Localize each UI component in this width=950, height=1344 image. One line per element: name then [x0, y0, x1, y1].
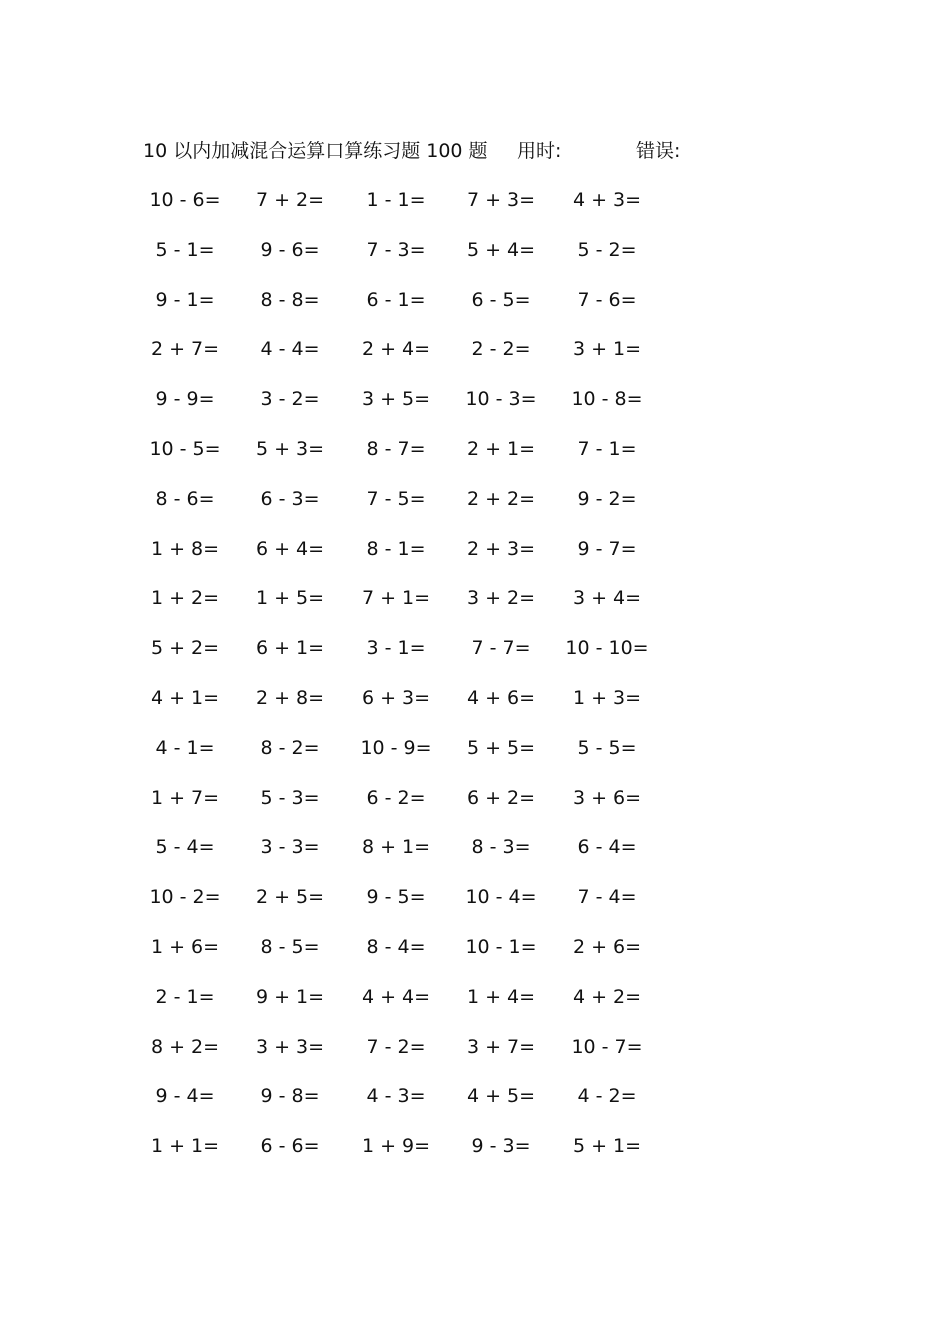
problem-row: [0, 1080, 950, 1130]
problem-row: [0, 831, 950, 881]
problem-row: [0, 1130, 950, 1180]
problem-row: [0, 632, 950, 682]
problem-item: 10 - 10=: [565, 637, 649, 660]
problem-item: 10 - 9=: [360, 736, 432, 759]
problem-item: 1 - 1=: [366, 189, 426, 211]
problem-item: 6 + 2=: [466, 786, 536, 809]
problem-item: 10 - 6=: [149, 189, 221, 211]
problem-item: 3 + 7=: [466, 1035, 536, 1058]
problem-item: 7 - 4=: [577, 886, 637, 909]
problem-row: [0, 1031, 950, 1081]
problem-item: 3 - 2=: [260, 388, 320, 411]
problem-item: 2 + 3=: [466, 537, 536, 560]
problem-item: 5 + 2=: [150, 637, 220, 660]
problem-row: [0, 433, 950, 483]
problem-item: 3 + 6=: [572, 786, 642, 809]
problem-item: 9 - 6=: [260, 238, 320, 261]
problem-row: [0, 483, 950, 533]
problem-item: 8 + 1=: [361, 836, 431, 859]
problem-item: 6 + 3=: [361, 686, 431, 709]
problem-item: 3 + 2=: [466, 587, 536, 610]
problem-item: 7 + 1=: [361, 587, 431, 610]
problem-item: 1 + 3=: [572, 686, 642, 709]
problem-item: 7 - 5=: [366, 487, 426, 510]
problem-row: [0, 981, 950, 1031]
problem-item: 9 - 7=: [577, 537, 637, 560]
problem-item: 4 + 5=: [466, 1085, 536, 1108]
problem-item: 5 - 2=: [577, 238, 637, 261]
problem-item: 10 - 3=: [465, 388, 537, 411]
problem-item: 2 + 8=: [255, 686, 325, 709]
problem-row: [0, 782, 950, 832]
problem-row: [0, 234, 950, 284]
problem-row: [0, 582, 950, 632]
problem-item: 7 - 6=: [577, 288, 637, 311]
problem-item: 8 - 6=: [155, 487, 215, 510]
problem-item: 1 + 2=: [150, 587, 220, 610]
problem-row: [0, 533, 950, 583]
problem-row: [0, 931, 950, 981]
problem-item: 4 - 1=: [155, 736, 215, 759]
problem-item: 4 + 6=: [466, 686, 536, 709]
problem-row: [0, 881, 950, 931]
problem-item: 8 - 4=: [366, 935, 426, 958]
problem-item: 1 + 8=: [150, 537, 220, 560]
problem-item: 6 + 1=: [255, 637, 325, 660]
problem-item: 5 - 1=: [155, 238, 215, 261]
problem-item: 8 - 2=: [260, 736, 320, 759]
problem-item: 2 + 7=: [150, 338, 220, 361]
problem-item: 10 - 5=: [149, 437, 221, 460]
problem-item: 8 - 3=: [471, 836, 531, 859]
problem-item: 9 - 9=: [155, 388, 215, 411]
problem-item: 4 + 1=: [150, 686, 220, 709]
problem-row: [0, 732, 950, 782]
problem-item: 10 - 8=: [571, 388, 643, 411]
problem-item: 6 - 4=: [577, 836, 637, 859]
problem-item: 2 + 6=: [572, 935, 642, 958]
problem-item: 8 + 2=: [150, 1035, 220, 1058]
problem-item: 2 + 1=: [466, 437, 536, 460]
problem-item: 8 - 8=: [260, 288, 320, 311]
problem-item: 4 + 3=: [572, 189, 642, 211]
problem-item: 6 - 2=: [366, 786, 426, 809]
problem-row: [0, 284, 950, 334]
problem-item: 5 + 4=: [466, 238, 536, 261]
problem-item: 9 - 4=: [155, 1085, 215, 1108]
problem-row: [0, 184, 950, 234]
problem-grid: [0, 184, 950, 1180]
problem-item: 5 - 4=: [155, 836, 215, 859]
problem-item: 1 + 1=: [150, 1135, 220, 1158]
problem-item: 10 - 4=: [465, 886, 537, 909]
problem-item: 1 + 4=: [466, 985, 536, 1008]
problem-item: 3 - 3=: [260, 836, 320, 859]
problem-item: 7 - 7=: [471, 637, 531, 660]
problem-item: 4 - 2=: [577, 1085, 637, 1108]
problem-item: 3 + 1=: [572, 338, 642, 361]
problem-item: 3 - 1=: [366, 637, 426, 660]
problem-item: 8 - 7=: [366, 437, 426, 460]
problem-item: 1 + 7=: [150, 786, 220, 809]
problem-item: 8 - 1=: [366, 537, 426, 560]
problem-row: [0, 682, 950, 732]
problem-row: [0, 383, 950, 433]
problem-item: 4 - 3=: [366, 1085, 426, 1108]
problem-row: [0, 333, 950, 383]
problem-item: 7 + 3=: [466, 189, 536, 211]
problem-item: 4 + 4=: [361, 985, 431, 1008]
problem-item: 5 - 3=: [260, 786, 320, 809]
problem-item: 6 - 5=: [471, 288, 531, 311]
time-label: 用时:: [517, 140, 562, 162]
problem-item: 9 - 8=: [260, 1085, 320, 1108]
problem-item: 6 + 4=: [255, 537, 325, 560]
problem-item: 7 - 3=: [366, 238, 426, 261]
problem-item: 9 - 3=: [471, 1135, 531, 1158]
problem-item: 3 + 4=: [572, 587, 642, 610]
problem-item: 2 + 2=: [466, 487, 536, 510]
problem-item: 9 - 5=: [366, 886, 426, 909]
problem-item: 4 + 2=: [572, 985, 642, 1008]
problem-item: 5 - 5=: [577, 736, 637, 759]
problem-item: 6 - 6=: [260, 1135, 320, 1158]
problem-item: 6 - 1=: [366, 288, 426, 311]
problem-item: 5 + 5=: [466, 736, 536, 759]
problem-item: 7 + 2=: [255, 189, 325, 211]
problem-item: 2 + 4=: [361, 338, 431, 361]
problem-item: 3 + 3=: [255, 1035, 325, 1058]
problem-item: 10 - 2=: [149, 886, 221, 909]
problem-item: 8 - 5=: [260, 935, 320, 958]
problem-item: 2 - 2=: [471, 338, 531, 361]
problem-item: 5 + 1=: [572, 1135, 642, 1158]
problem-item: 7 - 1=: [577, 437, 637, 460]
worksheet-header: [143, 136, 743, 166]
problem-item: 9 - 2=: [577, 487, 637, 510]
worksheet-title: 10 以内加减混合运算口算练习题 100 题: [143, 140, 488, 162]
problem-item: 2 + 5=: [255, 886, 325, 909]
problem-item: 7 - 2=: [366, 1035, 426, 1058]
error-label: 错误:: [636, 140, 681, 162]
problem-item: 4 - 4=: [260, 338, 320, 361]
problem-item: 9 + 1=: [255, 985, 325, 1008]
problem-item: 2 - 1=: [155, 985, 215, 1008]
problem-item: 1 + 9=: [361, 1135, 431, 1158]
problem-item: 1 + 5=: [255, 587, 325, 610]
problem-item: 10 - 7=: [571, 1035, 643, 1058]
problem-item: 3 + 5=: [361, 388, 431, 411]
problem-item: 10 - 1=: [465, 935, 537, 958]
problem-item: 6 - 3=: [260, 487, 320, 510]
problem-item: 5 + 3=: [255, 437, 325, 460]
problem-item: 9 - 1=: [155, 288, 215, 311]
problem-item: 1 + 6=: [150, 935, 220, 958]
